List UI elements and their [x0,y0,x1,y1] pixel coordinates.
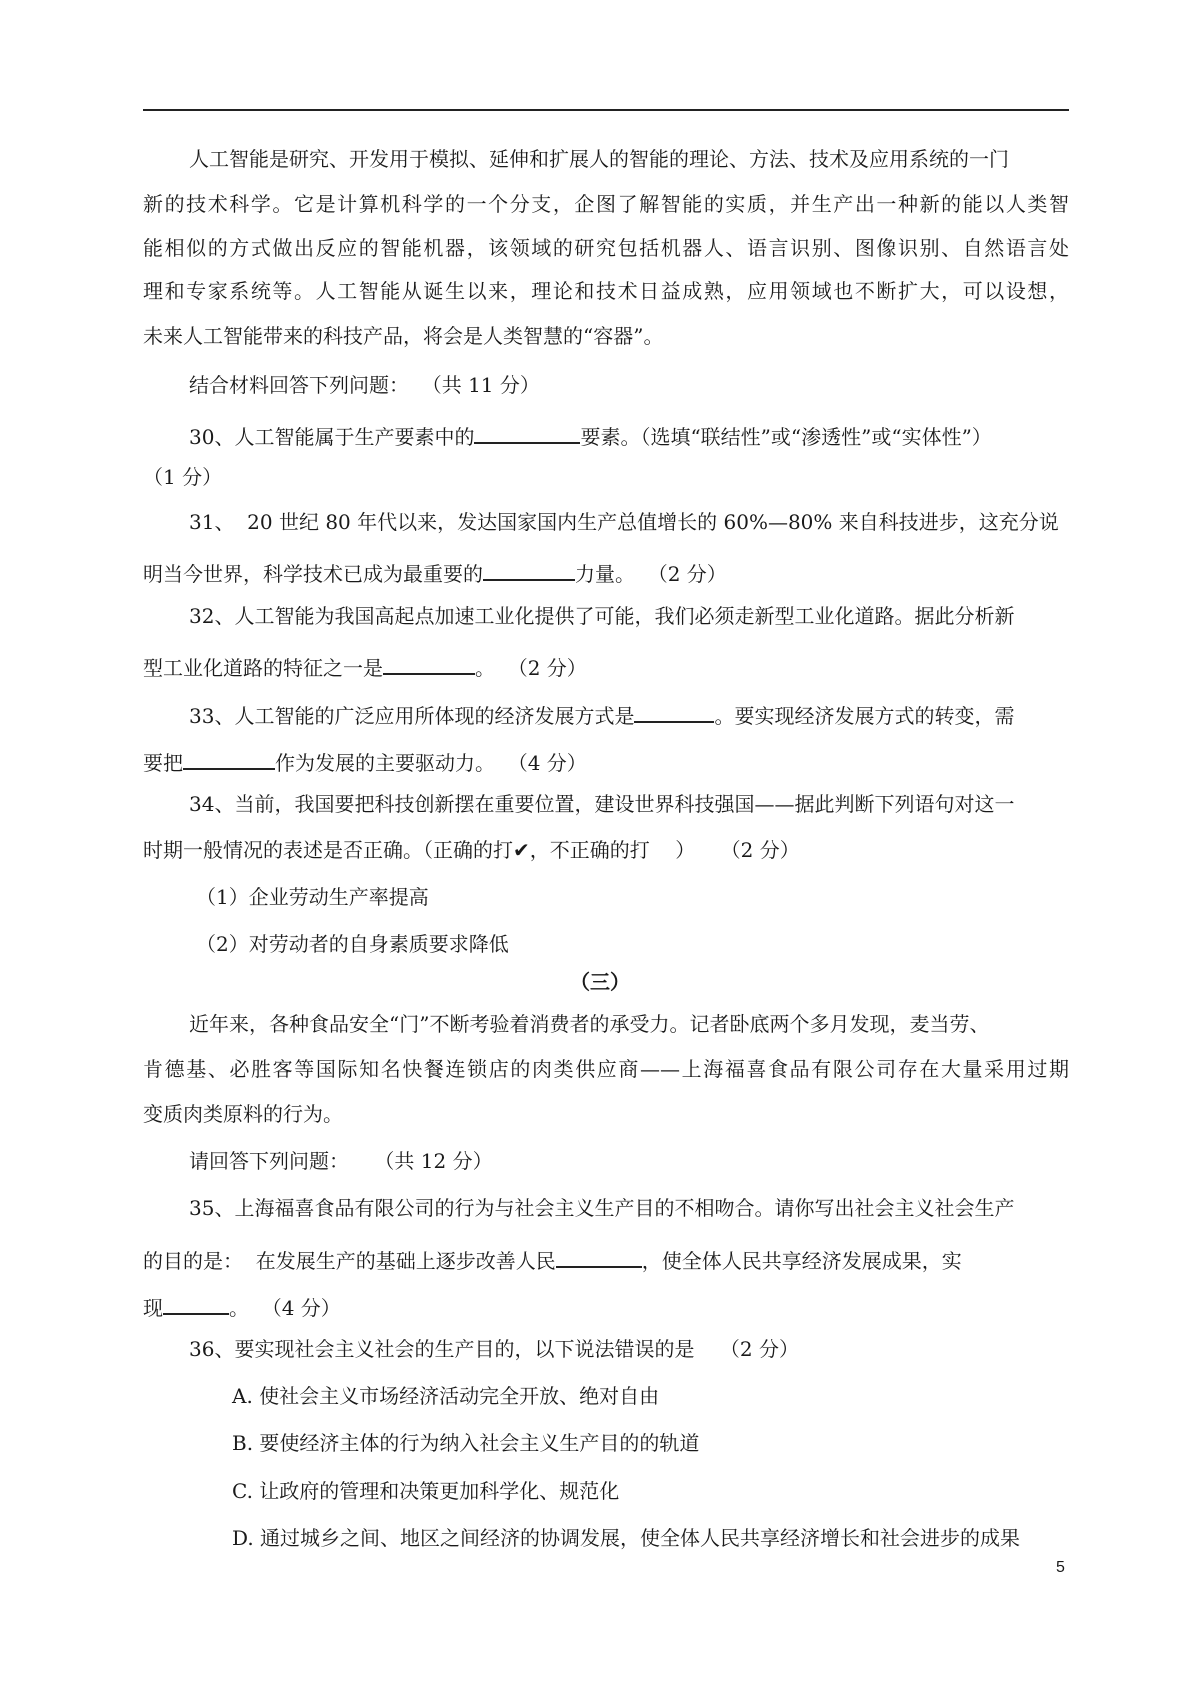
material1-line: 未来人工智能带来的科技产品，将会是人类智慧的“容器”。 [143,324,664,348]
question-32 [143,652,587,678]
page-number: 5 [1056,1559,1065,1576]
question-34 [143,840,800,860]
q36-stem: 36、要实现社会主义社会的生产目的，以下说法错误的是 （2 分） [189,1337,799,1361]
answer-blank [183,747,275,770]
question-35-cont [143,1292,341,1318]
q34-item: （2）对劳动者的自身素质要求降低 [196,932,509,956]
q32-line: 32、人工智能为我国高起点加速工业化提供了可能，我们必须走新型工业化道路。据此分析新 [189,604,1015,628]
q36-option-d: D. 通过城乡之间、地区之间经济的协调发展，使全体人民共享经济增长和社会进步的成果 [232,1526,1021,1550]
q34-text-a: 时期一般情况的表述是否正确。（正确的打 [143,838,513,862]
q31-text-a: 明当今世界，科学技术已成为最重要的 [143,562,483,586]
q35-text-a: 的目的是： 在发展生产的基础上逐步改善人民 [143,1249,556,1273]
material1-line: 理和专家系统等。人工智能从诞生以来，理论和技术日益成熟，应用领域也不断扩大，可以设想， [143,279,1069,303]
q34-line: 34、当前，我国要把科技创新摆在重要位置，建设世界科技强国——据此判断下列语句对这一 [189,792,1015,816]
material1-line: 新的技术科学。它是计算机科学的一个分支，企图了解智能的实质，并生产出一种新的能以人类智 [143,192,1069,216]
q30-text-b: 要素。（选填“联结性”或“渗透性”或“实体性”） [580,425,992,449]
q35-text-b: ，使全体人民共享经济发展成果，实 [641,1249,962,1273]
header-rule [143,109,1069,111]
answer-blank [634,700,714,723]
question-33-cont [143,747,587,773]
q35-text-c: 现 [143,1296,163,1320]
checkmark-icon: ✔ [513,838,530,862]
question-31 [143,558,727,584]
answer-blank [556,1245,642,1268]
q33-text-c: 要把 [143,751,183,775]
q36-option-a: A. 使社会主义市场经济活动完全开放、绝对自由 [232,1384,660,1408]
q30-text-a: 30、人工智能属于生产要素中的 [189,425,475,449]
q32-text-b: 。 （2 分） [475,656,587,680]
q35-line: 35、上海福喜食品有限公司的行为与社会主义生产目的不相吻合。请你写出社会主义社会生产 [189,1196,1015,1220]
question-35 [143,1245,962,1271]
material1-line: 人工智能是研究、开发用于模拟、延伸和扩展人的智能的理论、方法、技术及应用系统的一门 [189,147,1009,171]
q33-text-a: 33、人工智能的广泛应用所体现的经济发展方式是 [189,704,635,728]
material1-line: 能相似的方式做出反应的智能机器，该领域的研究包括机器人、语言识别、图像识别、自然语言处 [143,236,1069,260]
q36-option-c: C. 让政府的管理和决策更加科学化、规范化 [232,1479,620,1503]
section3-line: 变质肉类原料的行为。 [143,1102,343,1126]
q33-text-b: 。要实现经济发展方式的转变，需 [714,704,1015,728]
q36-option-b: B. 要使经济主体的行为纳入社会主义生产目的的轨道 [232,1431,700,1455]
answer-blank [474,421,580,444]
q31-text-b: 力量。 （2 分） [575,562,727,586]
q34-text-b: ，不正确的打 ） （2 分） [529,838,800,862]
q35-text-d: 。 （4 分） [229,1296,341,1320]
q30-score: （1 分） [143,465,223,489]
q34-item: （1）企业劳动生产率提高 [196,885,429,909]
question-30 [189,421,992,447]
q32-text-a: 型工业化道路的特征之一是 [143,656,383,680]
answer-blank [483,558,575,581]
material1-prompt: 结合材料回答下列问题： （共 11 分） [189,373,540,397]
q31-line: 31、 20 世纪 80 年代以来，发达国家国内生产总值增长的 60%—80% 来自科技进步，这充分说 [189,510,1059,534]
section-heading: （三） [570,970,630,994]
answer-blank [163,1292,229,1315]
q33-text-d: 作为发展的主要驱动力。 （4 分） [275,751,587,775]
section3-prompt: 请回答下列问题： （共 12 分） [189,1149,493,1173]
section3-line: 近年来，各种食品安全“门”不断考验着消费者的承受力。记者卧底两个多月发现，麦当劳、 [189,1012,990,1036]
question-33 [189,700,1014,726]
section3-line: 肯德基、必胜客等国际知名快餐连锁店的肉类供应商——上海福喜食品有限公司存在大量采用过期 [143,1057,1069,1081]
answer-blank [383,652,475,675]
